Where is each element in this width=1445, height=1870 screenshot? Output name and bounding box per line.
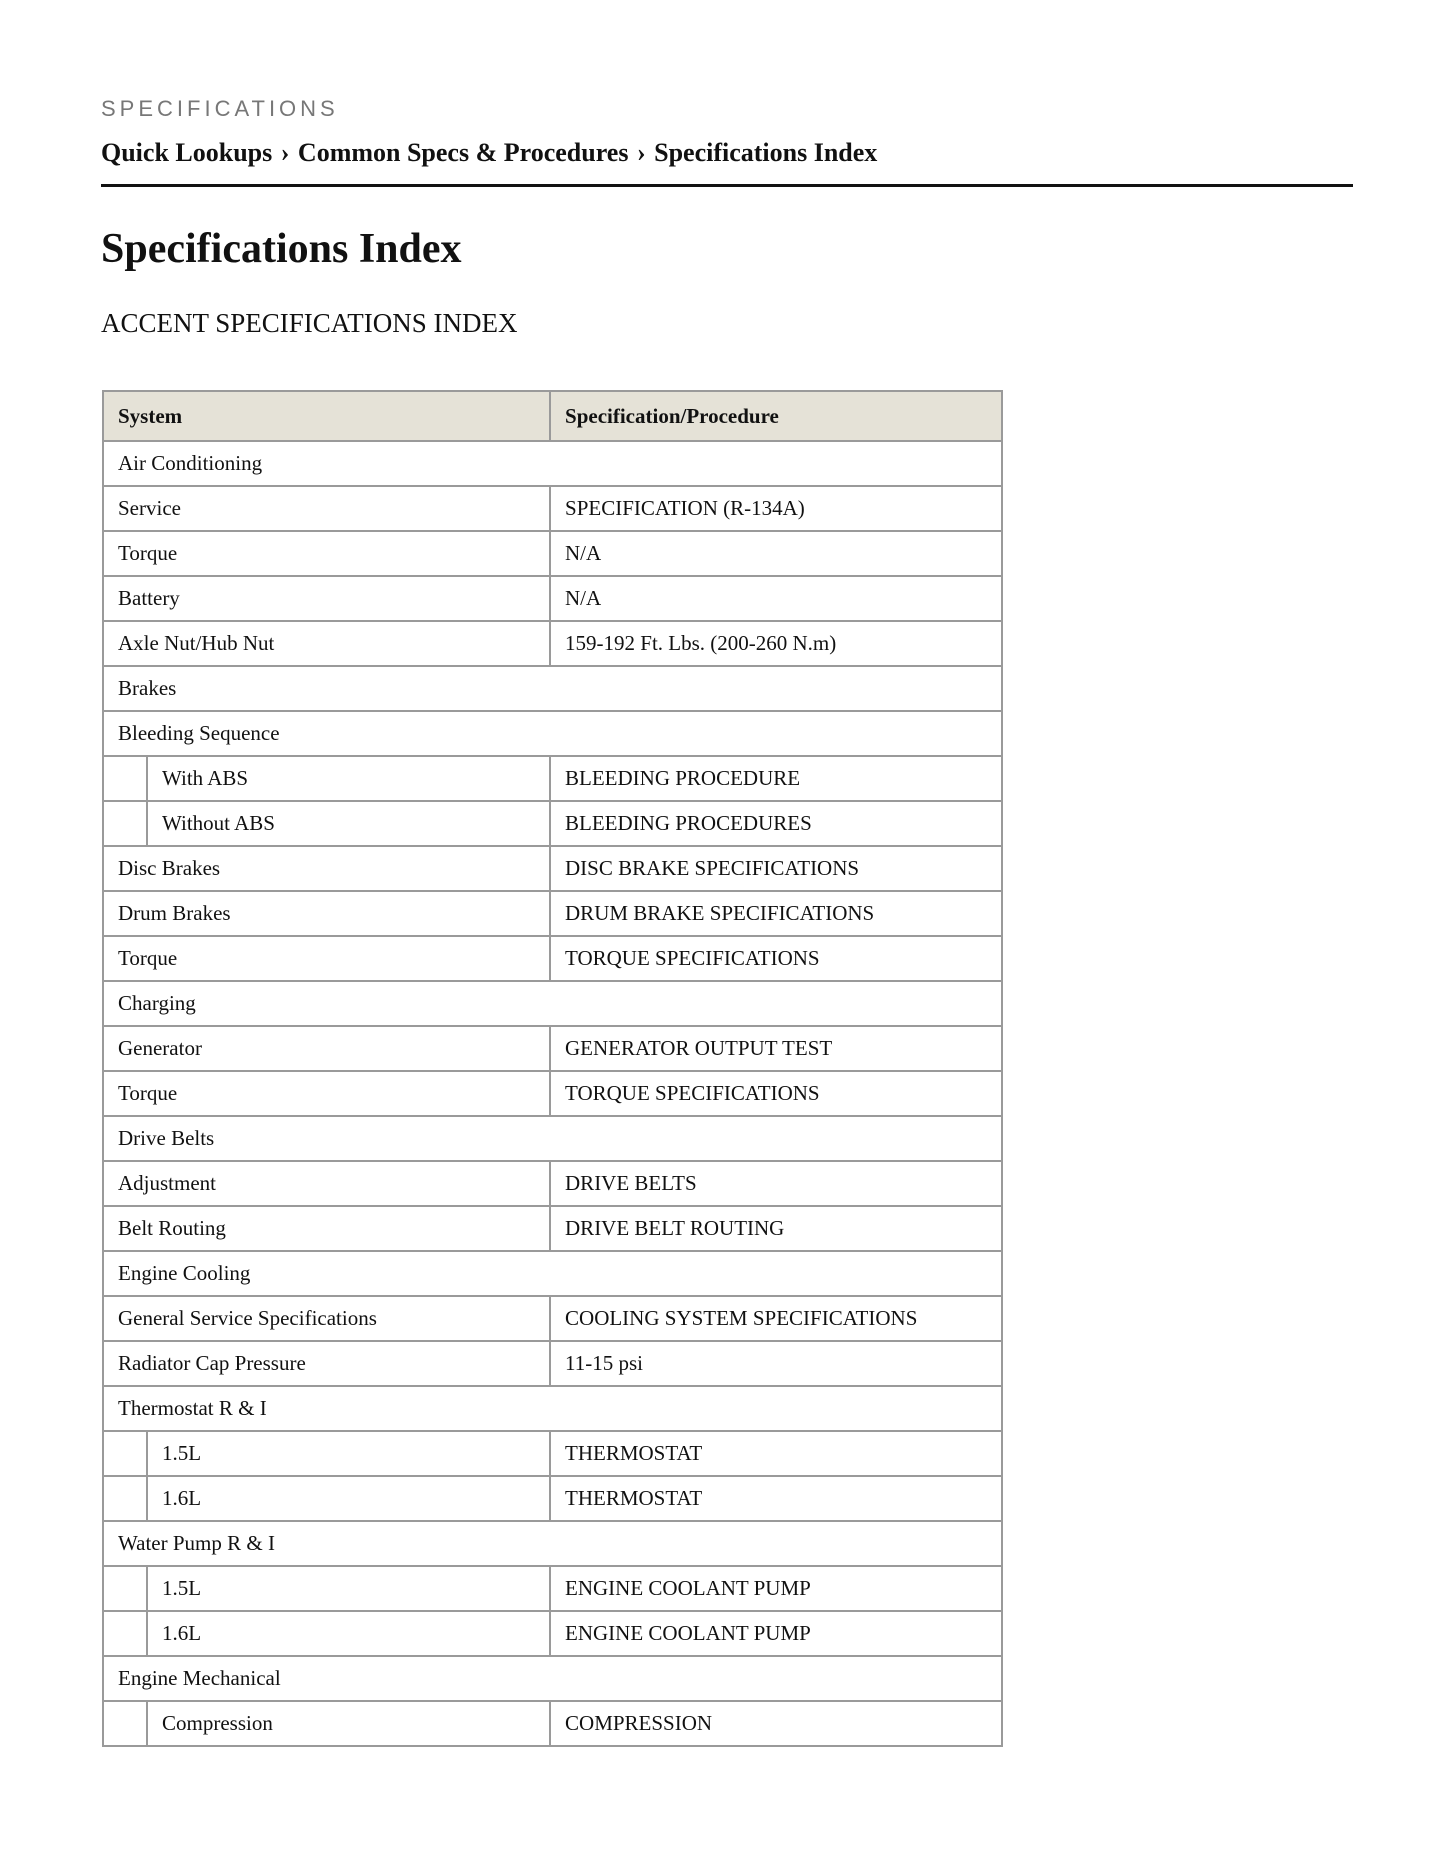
row-group-label: Engine Cooling: [103, 1251, 1002, 1296]
row-group-label: Charging: [103, 981, 1002, 1026]
row-spec-link[interactable]: DRIVE BELTS: [550, 1161, 1002, 1206]
indent-spacer-cell: [103, 1566, 147, 1611]
table-row: [103, 756, 1002, 801]
table-row: [103, 711, 1002, 756]
specifications-table: [102, 390, 1003, 1747]
row-system-label: With ABS: [147, 756, 550, 801]
row-system-label: 1.6L: [147, 1476, 550, 1521]
breadcrumb: [101, 138, 1353, 187]
row-spec-link[interactable]: 159-192 Ft. Lbs. (200-260 N.m): [550, 621, 1002, 666]
row-system-label: Belt Routing: [103, 1206, 550, 1251]
row-system-label: Radiator Cap Pressure: [103, 1341, 550, 1386]
table-row: [103, 1656, 1002, 1701]
row-group-label: Thermostat R & I: [103, 1386, 1002, 1431]
table-row: [103, 576, 1002, 621]
row-spec-link[interactable]: THERMOSTAT: [550, 1476, 1002, 1521]
page-subtitle: ACCENT SPECIFICATIONS INDEX: [101, 308, 518, 338]
row-system-label: 1.6L: [147, 1611, 550, 1656]
table-row: [103, 1476, 1002, 1521]
row-spec-link[interactable]: ENGINE COOLANT PUMP: [550, 1566, 1002, 1611]
row-spec-link[interactable]: N/A: [550, 576, 1002, 621]
row-spec-link[interactable]: SPECIFICATION (R-134A): [550, 486, 1002, 531]
table-row: [103, 1386, 1002, 1431]
table-row: [103, 1296, 1002, 1341]
table-row: [103, 1206, 1002, 1251]
row-system-label: Torque: [103, 531, 550, 576]
breadcrumb-item-quick-lookups[interactable]: Quick Lookups: [101, 138, 273, 167]
table-row: [103, 801, 1002, 846]
table-row: [103, 1341, 1002, 1386]
row-system-label: Generator: [103, 1026, 550, 1071]
row-spec-link[interactable]: BLEEDING PROCEDURES: [550, 801, 1002, 846]
breadcrumb-separator: ›: [280, 138, 290, 167]
row-system-label: Axle Nut/Hub Nut: [103, 621, 550, 666]
row-spec-link[interactable]: COMPRESSION: [550, 1701, 1002, 1746]
table-row: [103, 1116, 1002, 1161]
row-group-label: Bleeding Sequence: [103, 711, 1002, 756]
row-spec-link[interactable]: GENERATOR OUTPUT TEST: [550, 1026, 1002, 1071]
row-spec-link[interactable]: THERMOSTAT: [550, 1431, 1002, 1476]
row-system-label: Battery: [103, 576, 550, 621]
row-system-label: Torque: [103, 1071, 550, 1116]
row-system-label: General Service Specifications: [103, 1296, 550, 1341]
row-spec-link[interactable]: ENGINE COOLANT PUMP: [550, 1611, 1002, 1656]
row-spec-link[interactable]: N/A: [550, 531, 1002, 576]
row-system-label: Without ABS: [147, 801, 550, 846]
row-spec-link[interactable]: DISC BRAKE SPECIFICATIONS: [550, 846, 1002, 891]
table-row: [103, 1161, 1002, 1206]
page-title: Specifications Index: [101, 226, 462, 272]
row-spec-link[interactable]: BLEEDING PROCEDURE: [550, 756, 1002, 801]
row-system-label: 1.5L: [147, 1566, 550, 1611]
row-group-label: Engine Mechanical: [103, 1656, 1002, 1701]
table-row: [103, 1611, 1002, 1656]
indent-spacer-cell: [103, 1476, 147, 1521]
row-spec-link[interactable]: 11-15 psi: [550, 1341, 1002, 1386]
row-system-label: Adjustment: [103, 1161, 550, 1206]
table-row: [103, 621, 1002, 666]
section-label: SPECIFICATIONS: [101, 96, 339, 121]
indent-spacer-cell: [103, 1701, 147, 1746]
row-spec-link[interactable]: DRUM BRAKE SPECIFICATIONS: [550, 891, 1002, 936]
row-system-label: Compression: [147, 1701, 550, 1746]
row-spec-link[interactable]: TORQUE SPECIFICATIONS: [550, 936, 1002, 981]
row-group-label: Air Conditioning: [103, 441, 1002, 486]
row-system-label: Service: [103, 486, 550, 531]
row-system-label: Torque: [103, 936, 550, 981]
table-row: [103, 441, 1002, 486]
row-group-label: Drive Belts: [103, 1116, 1002, 1161]
table-row: [103, 1251, 1002, 1296]
table-row: [103, 1566, 1002, 1611]
column-header-spec: Specification/Procedure: [550, 391, 1002, 441]
breadcrumb-item-common-specs[interactable]: Common Specs & Procedures: [297, 138, 629, 167]
table-row: [103, 1026, 1002, 1071]
row-spec-link[interactable]: COOLING SYSTEM SPECIFICATIONS: [550, 1296, 1002, 1341]
table-row: [103, 891, 1002, 936]
row-system-label: Drum Brakes: [103, 891, 550, 936]
table-row: [103, 486, 1002, 531]
table-row: [103, 1431, 1002, 1476]
table-row: [103, 936, 1002, 981]
indent-spacer-cell: [103, 1611, 147, 1656]
indent-spacer-cell: [103, 801, 147, 846]
table-row: [103, 846, 1002, 891]
table-row: [103, 1521, 1002, 1566]
row-group-label: Water Pump R & I: [103, 1521, 1002, 1566]
table-row: [103, 981, 1002, 1026]
row-system-label: Disc Brakes: [103, 846, 550, 891]
breadcrumb-item-specifications-index: Specifications Index: [654, 138, 878, 167]
row-spec-link[interactable]: DRIVE BELT ROUTING: [550, 1206, 1002, 1251]
table-body: [103, 441, 1002, 1746]
row-system-label: 1.5L: [147, 1431, 550, 1476]
table-row: [103, 666, 1002, 711]
table-row: [103, 1071, 1002, 1116]
column-header-system: System: [103, 391, 550, 441]
indent-spacer-cell: [103, 756, 147, 801]
breadcrumb-separator: ›: [636, 138, 646, 167]
indent-spacer-cell: [103, 1431, 147, 1476]
table-header-row: [103, 391, 1002, 441]
table-row: [103, 1701, 1002, 1746]
row-spec-link[interactable]: TORQUE SPECIFICATIONS: [550, 1071, 1002, 1116]
table-row: [103, 531, 1002, 576]
row-group-label: Brakes: [103, 666, 1002, 711]
